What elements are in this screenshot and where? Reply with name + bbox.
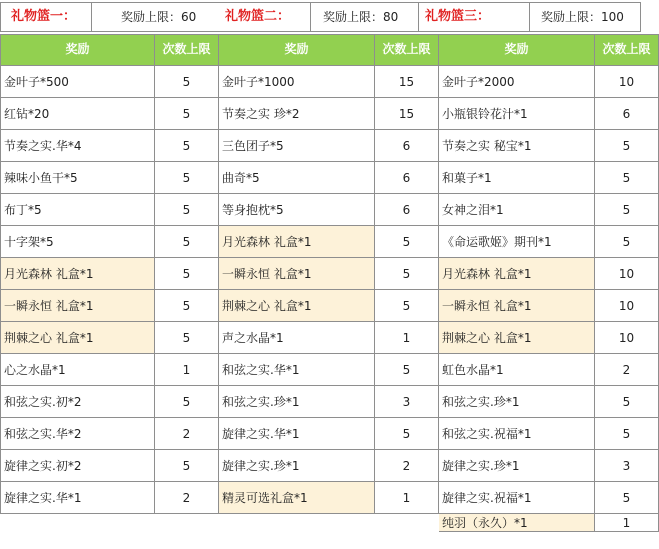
count-cell: 5 — [155, 194, 219, 226]
reward-cell: 一瞬永恒 礼盒*1 — [0, 290, 155, 322]
count-cell: 5 — [595, 226, 659, 258]
count-cell: 2 — [595, 354, 659, 386]
reward-cell: 一瞬永恒 礼盒*1 — [219, 258, 375, 290]
reward-cell: 旋律之实.珍*1 — [219, 450, 375, 482]
reward-cell: 节奏之实 珍*2 — [219, 98, 375, 130]
count-cell: 5 — [595, 162, 659, 194]
reward-cell: 旋律之实.华*1 — [219, 418, 375, 450]
reward-cell: 女神之泪*1 — [439, 194, 595, 226]
reward-cell: 辣味小鱼干*5 — [0, 162, 155, 194]
count-cell: 5 — [375, 258, 439, 290]
count-cell: 15 — [375, 98, 439, 130]
count-cell: 10 — [595, 290, 659, 322]
reward-cell: 三色团子*5 — [219, 130, 375, 162]
reward-cell: 《命运歌姬》期刊*1 — [439, 226, 595, 258]
count-cell: 6 — [595, 98, 659, 130]
count-cell: 10 — [595, 322, 659, 354]
count-cell: 3 — [595, 450, 659, 482]
count-cell: 10 — [595, 258, 659, 290]
reward-cell: 金叶子*500 — [0, 66, 155, 98]
count-cell: 5 — [595, 418, 659, 450]
count-cell: 10 — [595, 66, 659, 98]
column-header-reward: 奖励 — [439, 34, 595, 66]
reward-cell: 旋律之实.华*1 — [0, 482, 155, 514]
basket-1-name: 礼物篮一： — [11, 9, 77, 24]
reward-cell: 旋律之实.祝福*1 — [439, 482, 595, 514]
reward-cell: 十字架*5 — [0, 226, 155, 258]
reward-cell: 和弦之实.华*1 — [219, 354, 375, 386]
count-cell: 1 — [155, 354, 219, 386]
reward-cell: 旋律之实.珍*1 — [439, 450, 595, 482]
empty-cell — [219, 514, 375, 532]
reward-cell: 和弦之实.华*2 — [0, 418, 155, 450]
column-header-reward: 奖励 — [0, 34, 155, 66]
count-cell: 5 — [375, 226, 439, 258]
count-cell: 1 — [375, 322, 439, 354]
count-cell: 6 — [375, 162, 439, 194]
reward-cell: 虹色水晶*1 — [439, 354, 595, 386]
count-cell: 5 — [375, 354, 439, 386]
count-cell: 5 — [155, 130, 219, 162]
count-cell: 1 — [595, 514, 659, 532]
reward-cell: 心之水晶*1 — [0, 354, 155, 386]
reward-cell: 金叶子*1000 — [219, 66, 375, 98]
count-cell: 5 — [155, 226, 219, 258]
basket-3-header — [419, 2, 641, 32]
column-header-count: 次数上限 — [595, 34, 659, 66]
count-cell: 5 — [595, 194, 659, 226]
reward-cell: 曲奇*5 — [219, 162, 375, 194]
reward-cell: 月光森林 礼盒*1 — [0, 258, 155, 290]
reward-cell: 声之水晶*1 — [219, 322, 375, 354]
count-cell: 5 — [155, 98, 219, 130]
column-header-count: 次数上限 — [155, 34, 219, 66]
count-cell: 5 — [155, 450, 219, 482]
count-cell: 2 — [375, 450, 439, 482]
reward-cell: 和弦之实.初*2 — [0, 386, 155, 418]
reward-cell: 小瓶银铃花汁*1 — [439, 98, 595, 130]
reward-cell: 和弦之实.珍*1 — [219, 386, 375, 418]
count-cell: 5 — [375, 418, 439, 450]
header-divider — [91, 3, 92, 31]
reward-cell: 布丁*5 — [0, 194, 155, 226]
basket-3-limit: 奖励上限：100 — [541, 10, 624, 24]
count-cell: 5 — [155, 386, 219, 418]
count-cell: 5 — [155, 162, 219, 194]
count-cell: 2 — [155, 418, 219, 450]
reward-cell: 纯羽（永久）*1 — [439, 514, 595, 532]
reward-cell: 荆棘之心 礼盒*1 — [0, 322, 155, 354]
reward-cell: 精灵可选礼盒*1 — [219, 482, 375, 514]
count-cell: 5 — [155, 258, 219, 290]
empty-cell — [375, 514, 439, 532]
reward-cell: 金叶子*2000 — [439, 66, 595, 98]
reward-cell: 一瞬永恒 礼盒*1 — [439, 290, 595, 322]
count-cell: 5 — [595, 130, 659, 162]
count-cell: 6 — [375, 130, 439, 162]
reward-cell: 旋律之实.初*2 — [0, 450, 155, 482]
reward-table — [0, 34, 659, 532]
empty-cell — [0, 514, 155, 532]
reward-cell: 和弦之实.祝福*1 — [439, 418, 595, 450]
reward-cell: 和菓子*1 — [439, 162, 595, 194]
count-cell: 2 — [155, 482, 219, 514]
basket-2-limit: 奖励上限：80 — [323, 10, 399, 24]
reward-cell: 红钻*20 — [0, 98, 155, 130]
empty-cell — [155, 514, 219, 532]
header-divider — [310, 3, 311, 31]
count-cell: 6 — [375, 194, 439, 226]
basket-3-name: 礼物篮三： — [425, 9, 491, 24]
count-cell: 5 — [375, 290, 439, 322]
basket-1-limit: 奖励上限：60 — [121, 10, 197, 24]
reward-cell: 月光森林 礼盒*1 — [439, 258, 595, 290]
header-divider — [529, 3, 530, 31]
reward-cell: 月光森林 礼盒*1 — [219, 226, 375, 258]
count-cell: 5 — [155, 290, 219, 322]
count-cell: 3 — [375, 386, 439, 418]
reward-cell: 等身抱枕*5 — [219, 194, 375, 226]
reward-cell: 和弦之实.珍*1 — [439, 386, 595, 418]
count-cell: 5 — [155, 322, 219, 354]
basket-2-name: 礼物篮二： — [225, 9, 291, 24]
count-cell: 5 — [595, 386, 659, 418]
count-cell: 5 — [155, 66, 219, 98]
count-cell: 15 — [375, 66, 439, 98]
column-header-reward: 奖励 — [219, 34, 375, 66]
reward-cell: 荆棘之心 礼盒*1 — [219, 290, 375, 322]
count-cell: 5 — [595, 482, 659, 514]
column-header-count: 次数上限 — [375, 34, 439, 66]
reward-cell: 节奏之实.华*4 — [0, 130, 155, 162]
reward-cell: 节奏之实 秘宝*1 — [439, 130, 595, 162]
count-cell: 1 — [375, 482, 439, 514]
reward-cell: 荆棘之心 礼盒*1 — [439, 322, 595, 354]
basket-2-header — [219, 2, 419, 32]
